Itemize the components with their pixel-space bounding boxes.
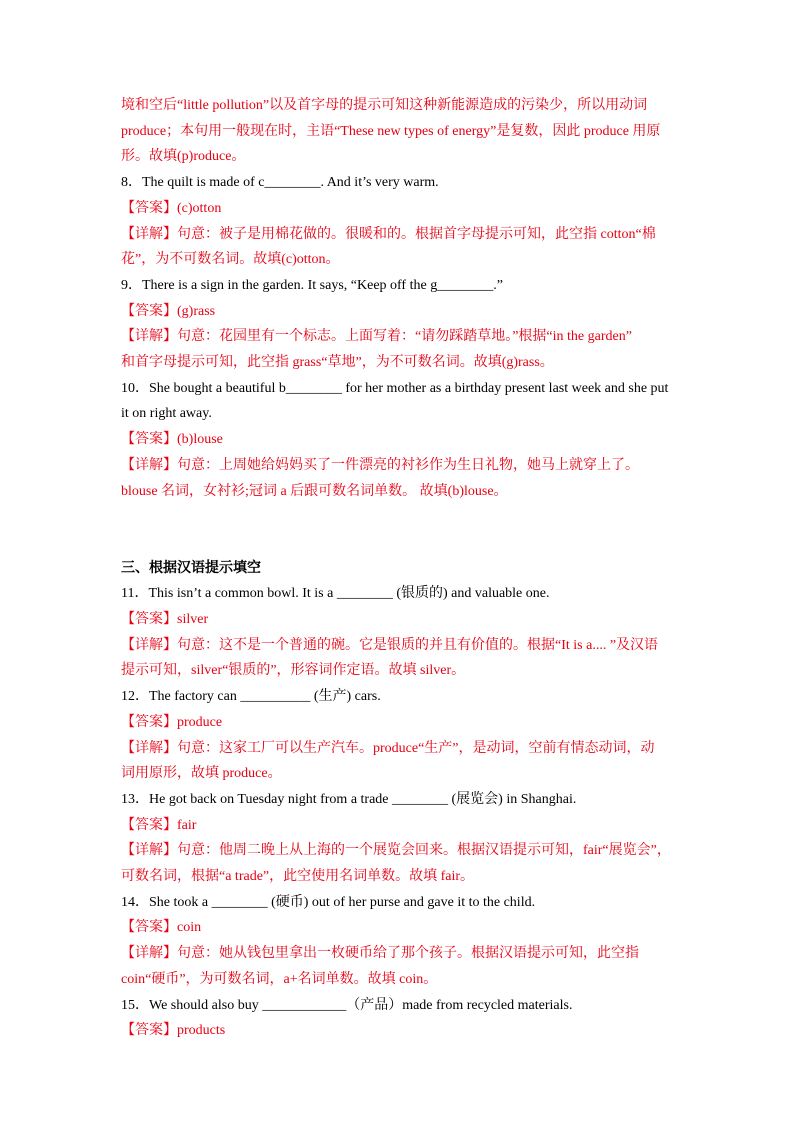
intro-line: 境和空后“little pollution”以及首字母的提示可知这种新能源造成的污染少，所以用动词	[121, 98, 648, 113]
detail-text: 和首字母提示可知，此空指 grass“草地”，为不可数名词。故填(g)rass。	[121, 355, 554, 371]
detail-text: 【详解】句意：这家工厂可以生产汽车。produce“生产”，是动词，空前有情态动词，动	[121, 740, 655, 756]
question-text: 8．The quilt is made of c________. And it’s very warm.	[121, 175, 439, 191]
question-text: it on right away.	[121, 406, 212, 422]
question-item	[121, 993, 681, 1044]
intro-line: 形。故填(p)roduce。	[121, 149, 246, 165]
intro-line: produce；本句用一般现在时，主语“These new types of energy”是复数，因此 produce 用原	[121, 123, 661, 139]
document-content	[121, 93, 681, 1044]
answer-text: 【答案】silver	[121, 612, 209, 628]
answer-text: 【答案】coin	[121, 920, 202, 936]
question-item	[121, 684, 681, 787]
question-item	[121, 890, 681, 993]
question-item	[121, 581, 681, 684]
question-text: 9．There is a sign in the garden. It says, “Keep off the g________.”	[121, 277, 503, 293]
question-list	[121, 170, 681, 504]
spacer	[121, 530, 681, 556]
detail-text: 【详解】句意：被子是用棉花做的。很暖和的。根据首字母提示可知，此空指 cotton“棉	[121, 226, 656, 242]
spacer	[121, 504, 681, 530]
detail-text: 【详解】句意：这不是一个普通的碗。它是银质的并且有价值的。根据“It is a.... ”及汉语	[121, 637, 659, 653]
detail-text: 词用原形，故填 produce。	[121, 766, 282, 782]
question-list	[121, 581, 681, 1044]
question-item	[121, 376, 681, 505]
detail-text: blouse 名词，女衬衫;冠词 a 后跟可数名词单数。 故填(b)louse。	[121, 483, 508, 499]
question-text: 12．The factory can __________ (生产) cars.	[121, 689, 381, 705]
section-title: 三、根据汉语提示填空	[121, 560, 261, 576]
answer-text: 【答案】(c)otton	[121, 200, 222, 216]
answer-text: 【答案】produce	[121, 714, 223, 730]
answer-text: 【答案】(g)rass	[121, 303, 216, 319]
detail-text: 【详解】句意：花园里有一个标志。上面写着：“请勿踩踏草地。”根据“in the garden”	[121, 329, 632, 345]
question-text: 13．He got back on Tuesday night from a trade ________ (展览会) in Shanghai.	[121, 791, 577, 807]
detail-text: 提示可知，silver“银质的”，形容词作定语。故填 silver。	[121, 663, 466, 679]
question-item	[121, 170, 681, 273]
detail-text: 花”，为不可数名词。故填(c)otton。	[121, 252, 340, 268]
question-item	[121, 787, 681, 890]
detail-text: coin“硬币”，为可数名词，a+名词单数。故填 coin。	[121, 971, 438, 987]
answer-text: 【答案】products	[121, 1023, 226, 1039]
detail-text: 【详解】句意：她从钱包里拿出一枚硬币给了那个孩子。根据汉语提示可知，此空指	[121, 946, 639, 962]
detail-text: 【详解】句意：上周她给妈妈买了一件漂亮的衬衫作为生日礼物，她马上就穿上了。	[121, 457, 639, 473]
answer-text: 【答案】fair	[121, 817, 197, 833]
question-text: 10．She bought a beautiful b________ for her mother as a birthday present last week and she put	[121, 380, 669, 396]
detail-text: 可数名词，根据“a trade”，此空使用名词单数。故填 fair。	[121, 869, 475, 885]
question-text: 15．We should also buy ____________（产品）made from recycled materials.	[121, 997, 573, 1013]
question-text: 14．She took a ________ (硬币) out of her purse and gave it to the child.	[121, 894, 536, 910]
question-text: 11．This isn’t a common bowl. It is a ________ (银质的) and valuable one.	[121, 586, 550, 602]
answer-text: 【答案】(b)louse	[121, 432, 223, 448]
question-item	[121, 273, 681, 376]
detail-text: 【详解】句意：他周二晚上从上海的一个展览会回来。根据汉语提示可知，fair“展览会”，	[121, 843, 671, 859]
